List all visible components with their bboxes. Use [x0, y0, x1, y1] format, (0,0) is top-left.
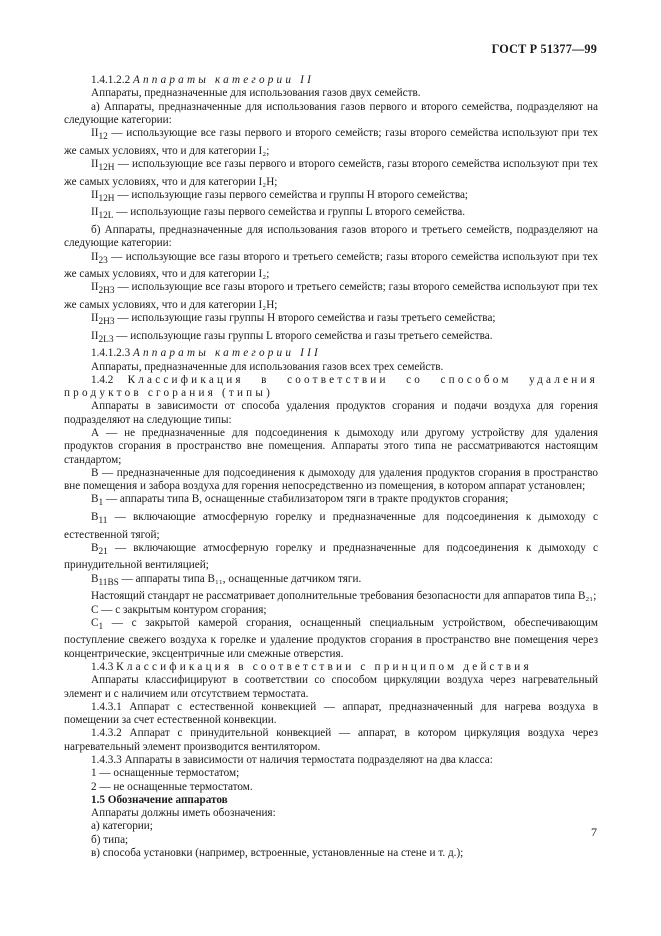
paragraph: Аппараты, предназначенные для использования газов двух семейств.	[91, 87, 421, 100]
page-number: 7	[591, 825, 597, 839]
category-item: $II_{12H}$ — использующие газы первого семейства и группы Н второго семейства;	[91, 188, 469, 205]
paragraph: С — с закрытым контуром сгорания;	[91, 603, 267, 616]
paragraph: 1.4.3.1 Аппарат с естественной конвекцией — аппарат, предназначенный для нагрева воздуха в помещении за счет естественной конвекции.	[64, 700, 598, 727]
paragraph: Аппараты, предназначенные для использования газов всех трех семейств.	[91, 360, 444, 373]
document-body	[64, 74, 598, 860]
paragraph: 1.4.3.3 Аппараты в зависимости от наличия термостата подразделяют на два класса:	[91, 754, 493, 766]
paragraph: Настоящий стандарт не рассматривает дополнительные требования безопасности для аппаратов типа В₂₁;	[91, 590, 597, 603]
section-heading: 1.4.1.2.3 Аппараты категории III	[91, 347, 321, 360]
section-heading: 1.4.2 Классификация в соответствии со способом удаления продуктов сгорания (типы)	[64, 373, 598, 400]
category-item: $II_{2H3}$ — использующие газы группы Н второго семейства и газы третьего семейства;	[91, 312, 496, 328]
paragraph: А — не предназначенные для подсоединения к дымоходу или другому устройству для удаления продуктов сгорания в пространство вне помещения. Аппараты этого типа не рассматриваются настоящим стандартом;	[64, 427, 598, 466]
standard-code-header: ГОСТ Р 51377—99	[491, 42, 597, 56]
type-item: $В_{11BS}$ — аппараты типа В₁₁, оснащенные датчиком тяги.	[91, 572, 362, 588]
section-heading: 1.4.3 Классификация в соответствии с принципом действия	[91, 660, 532, 673]
section-heading: 1.4.1.2.2 Аппараты категории II	[91, 74, 314, 86]
type-item: $В_{21}$ — включающие атмосферную горелку и предназначенные для подсоединения к дымоходу с принудительной вентиляцией;	[64, 541, 598, 572]
category-item: $II_{2L3}$ — использующие газы группы L второго семейства и газы третьего семейства.	[91, 329, 493, 345]
list-item: в) способа установки (например, встроенные, установленные на стене и т. д.);	[91, 847, 464, 860]
paragraph: Аппараты классифицируют в соответствии со способом циркуляции воздуха через нагревательный элемент и с наличием или отсутствием термостата.	[64, 674, 598, 700]
paragraph: Аппараты должны иметь обозначения:	[91, 807, 276, 820]
paragraph: В — предназначенные для подсоединения к дымоходу для удаления продуктов сгорания в пространство вне помещения и забора воздуха для горения непосредственно из помещения, в котором аппарат установлен;	[64, 466, 598, 493]
category-item: $II_{12H}$ — использующие все газы первого и второго семейств, газы второго семейства используют при тех же самых условиях, что и для категории I₂Н;	[64, 158, 598, 188]
section-heading: 1.5 Обозначение аппаратов	[91, 793, 228, 806]
type-item: $В_{11}$ — включающие атмосферную горелку и предназначенные для подсоединения к дымоходу с естественной тягой;	[64, 511, 598, 541]
category-item: $II_{12}$ — использующие все газы первого и второго семейств; газы второго семейства используют при тех же самых условиях, что и для категории I₂;	[64, 127, 598, 157]
paragraph: а) Аппараты, предназначенные для использования газов первого и второго семейства, подразделяют на следующие категории:	[64, 100, 598, 126]
type-item: $В_1$ — аппараты типа В, оснащенные стабилизатором тяги в тракте продуктов сгорания;	[91, 493, 509, 509]
category-item: $II_{2H3}$ — использующие все газы второго и третьего семейств; газы второго семейства используют при тех же самых условиях, что и для категории I₂Н;	[64, 281, 598, 311]
paragraph: б) Аппараты, предназначенные для использования газов второго и третьего семейств, подразделяют на следующие категории:	[64, 223, 598, 250]
paragraph: Аппараты в зависимости от способа удаления продуктов сгорания и подачи воздуха для горения подразделяют на следующие типы:	[64, 400, 598, 426]
category-item: $II_{23}$ — использующие все газы второго и третьего семейств; газы второго семейства используют при тех же самых условиях, что и для категории I₂;	[64, 250, 598, 281]
category-item: $II_{12L}$ — использующие газы первого семейства и группы L второго семейства.	[91, 206, 466, 222]
list-item: 2 — не оснащенные термостатом.	[91, 780, 253, 793]
list-item: 1 — оснащенные термостатом;	[91, 767, 240, 780]
list-item: а) категории;	[91, 820, 153, 833]
type-item: $С_1$ — с закрытой камерой сгорания, оснащенный специальным устройством, обеспечивающим поступление свежего воздуха к горелке и удаление продуктов сгорания в пространство вне помещения через концентрические, эксцентричные или смежные отверстия.	[64, 616, 598, 660]
list-item: б) типа;	[91, 833, 129, 846]
paragraph: 1.4.3.2 Аппарат с принудительной конвекцией — аппарат, в котором циркуляция воздуха через нагревательный элемент производится вентилятором.	[64, 727, 598, 753]
